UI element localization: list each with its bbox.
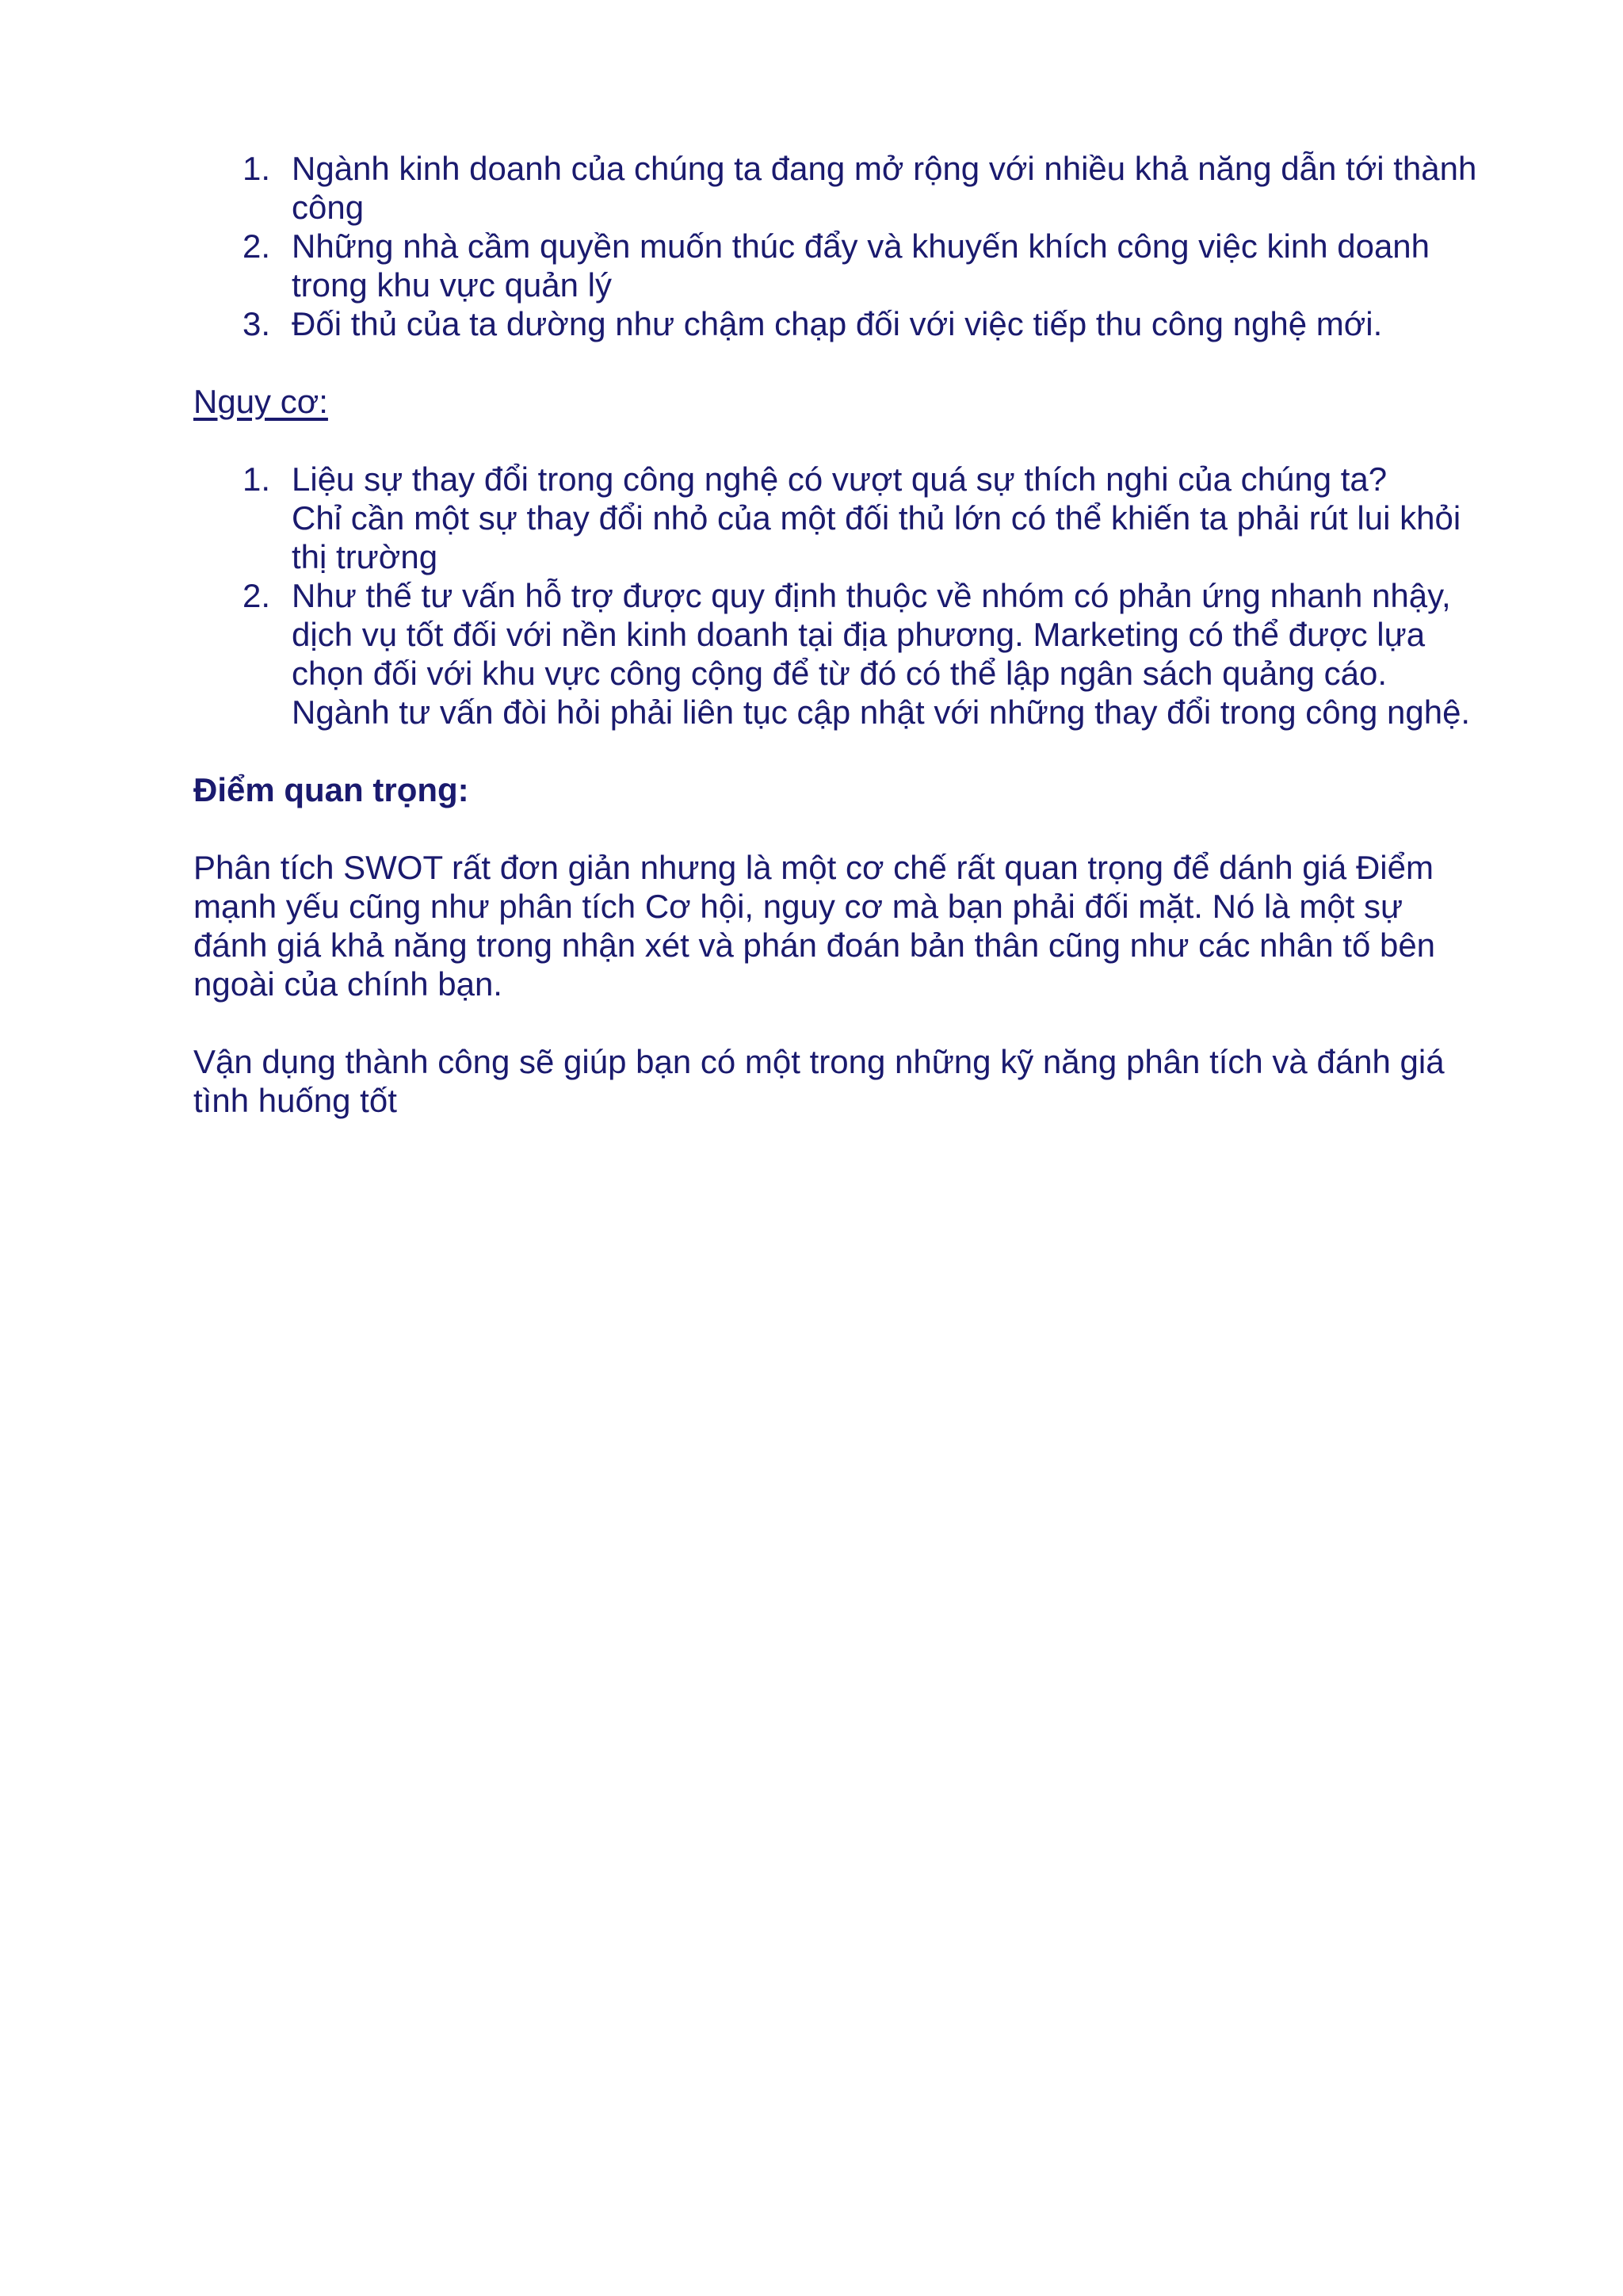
list-number: 1. [242, 460, 271, 498]
list-line: thị trường [292, 538, 438, 575]
list-number: 2. [242, 577, 271, 614]
list-line: Như thế tư vấn hỗ trợ được quy định thuộc về nhóm có phản ứng nhanh nhậy, [292, 577, 1451, 614]
list-number: 2. [242, 227, 271, 265]
paragraph-line: ngoài của chính bạn. [193, 965, 502, 1003]
paragraph-line: Vận dụng thành công sẽ giúp bạn có một trong những kỹ năng phân tích và đánh giá [193, 1043, 1445, 1080]
list-item [193, 227, 1525, 304]
list-line: Ngành tư vấn đòi hỏi phải liên tục cập nhật với những thay đổi trong công nghệ. [292, 693, 1471, 731]
list-line: trong khu vực quản lý [292, 266, 613, 304]
conclusion-paragraph [193, 1042, 1525, 1120]
summary-paragraph [193, 848, 1525, 1003]
list-line: chọn đối với khu vực công cộng để từ đó có thể lập ngân sách quảng cáo. [292, 655, 1388, 692]
list-line: công [292, 189, 365, 226]
list-item [193, 304, 1525, 343]
key-point-heading: Điểm quan trọng: [193, 771, 469, 808]
paragraph-line: Phân tích SWOT rất đơn giản nhưng là một cơ chế rất quan trọng để dánh giá Điểm [193, 849, 1434, 886]
paragraph-line: mạnh yếu cũng như phân tích Cơ hội, nguy cơ mà bạn phải đối mặt. Nó là một sự [193, 888, 1403, 925]
list-line: Đối thủ của ta dường như chậm chạp đối với việc tiếp thu công nghệ mới. [292, 305, 1383, 342]
list-line: Những nhà cầm quyền muốn thúc đẩy và khuyến khích công việc kinh doanh [292, 227, 1430, 265]
list-line: Liệu sự thay đổi trong công nghệ có vượt quá sự thích nghi của chúng ta? [292, 460, 1388, 498]
list-item [193, 149, 1525, 227]
list-number: 1. [242, 150, 271, 187]
threats-list [193, 460, 1525, 732]
list-line: Chỉ cần một sự thay đổi nhỏ của một đối thủ lớn có thể khiến ta phải rút lui khỏi [292, 499, 1461, 537]
opportunities-list [193, 149, 1525, 343]
list-line: dịch vụ tốt đối với nền kinh doanh tại địa phương. Marketing có thể được lựa [292, 616, 1426, 653]
document-content [193, 149, 1525, 1159]
paragraph-line: đánh giá khả năng trong nhận xét và phán đoán bản thân cũng như các nhân tố bên [193, 926, 1436, 964]
paragraph-line: tình huống tốt [193, 1082, 397, 1119]
list-item [193, 576, 1525, 732]
list-item [193, 460, 1525, 576]
list-number: 3. [242, 305, 271, 342]
threats-heading: Nguy cơ: [193, 383, 328, 420]
list-line: Ngành kinh doanh của chúng ta đang mở rộng với nhiều khả năng dẫn tới thành [292, 150, 1477, 187]
